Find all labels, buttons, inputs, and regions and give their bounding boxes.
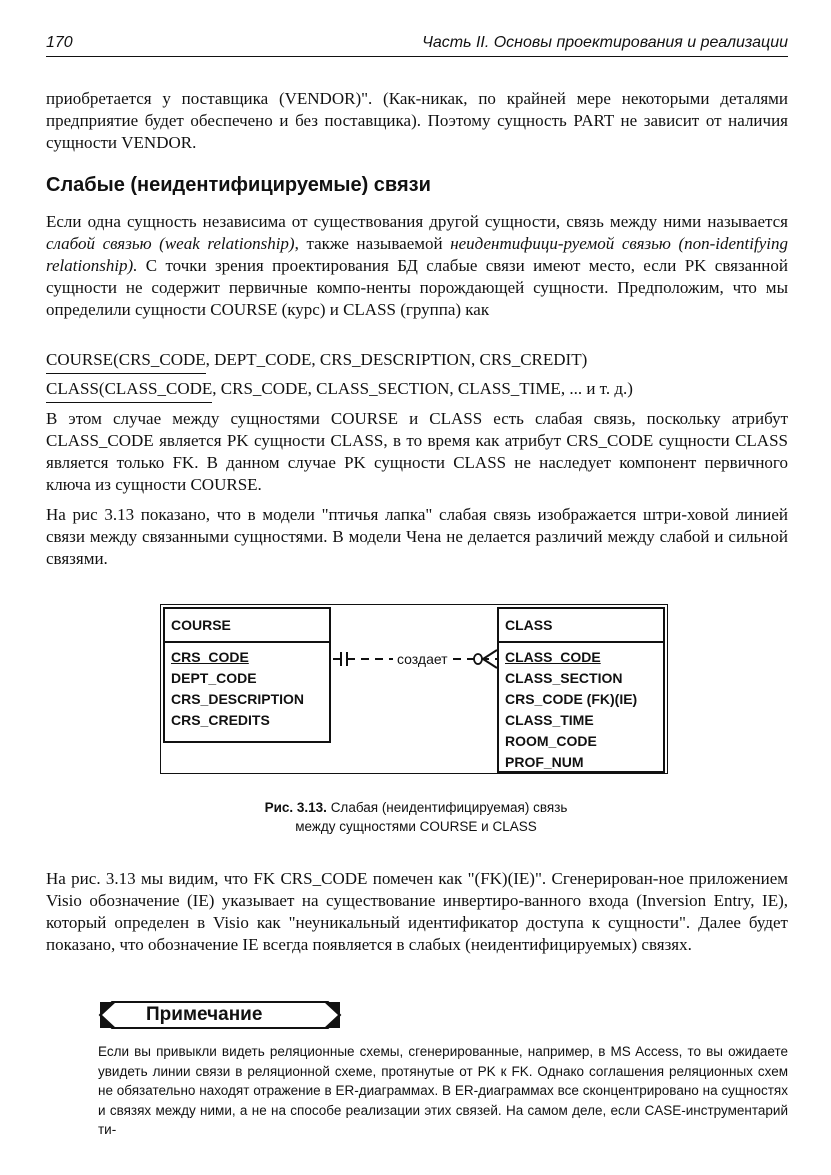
entity-pk-attribute: CLASS_CODE — [505, 649, 601, 665]
entity-attribute: CLASS_TIME — [505, 712, 594, 728]
schema-key-underline — [46, 402, 212, 404]
term-weak-relationship: слабой связью (weak relationship) — [46, 234, 295, 253]
schema-class: CLASS(CLASS_CODE , CRS_CODE, CLASS_SECTION, CLASS_TIME, ... и т. д.) — [46, 378, 633, 400]
paragraph-visio-ie: На рис. 3.13 мы видим, что FK CRS_CODE помечен как "(FK)(IE)". Сгенерирован-ное приложением Visio обозначение (IE) указывает на существование инвертиро-ванного входа (Inversion Entry, IE), который определен в Visio как "неуникальный идентификатор доступа к сущности". Далее будет показано, что обозначение IE всегда появляется в слабых (неидентифицируемых) связях. — [46, 869, 788, 954]
er-diagram-figure — [160, 604, 668, 774]
figure-caption: Рис. 3.13. Слабая (неидентифицируемая) связь между сущностями COURSE и CLASS — [264, 800, 568, 834]
entity-attribute: DEPT_CODE — [171, 670, 257, 686]
page-number: 170 — [46, 34, 73, 51]
entity-attribute: PROF_NUM — [505, 754, 584, 770]
entity-attribute: ROOM_CODE — [505, 733, 597, 749]
note-text: Если вы привыкли видеть реляционные схемы, сгенерированные, например, в MS Access, то вы ожидаете увидеть линии связи в реляционной схеме, протянутые от PK к FK. Однако соглашения реляционных схем не обязательно находят отражение в ER-диаграммах. В ER-диаграммах все сконцентрировано на сущностях и связях между ними, а не на способе реализации этих связей. На самом деле, если CASE-инструментарий ти- — [98, 1044, 788, 1137]
schema-key-underline — [46, 373, 206, 375]
paragraph-vendor: приобретается у поставщика (VENDOR)". (Как-никак, по крайней мере некоторыми деталями предприятие будет обеспечено и без поставщика). Поэтому сущность PART не зависит от наличия сущности VENDOR. — [46, 89, 788, 152]
relationship-line — [161, 605, 669, 775]
paragraph-weak-relationship: Если одна сущность независима от существования другой сущности, связь между ними называется слабой связью (weak relationship), также называемой неидентифици-руемой связью (non-identifying relationship). С точки зрения проектирования БД слабые связи имеют место, если PK связанной сущности не содержит первичные компо-ненты порождающей сущности. Предположим, что мы определили сущности COURSE (курс) и CLASS (группа) как — [46, 212, 788, 319]
paragraph-course-class: В этом случае между сущностями COURSE и CLASS есть слабая связь, поскольку атрибут CLASS_CODE является PK сущности CLASS, в то время как атрибут CRS_CODE сущности CLASS является только FK. В данном случае PK сущности CLASS не наследует компонент первичного ключа из сущности COURSE. — [46, 409, 788, 494]
entity-pk-attribute: CRS_CODE — [171, 649, 249, 665]
relationship-label: создает — [397, 651, 448, 667]
paragraph-crowfoot: На рис 3.13 показано, что в модели "птичья лапка" слабая связь изображается штри-ховой линией связи между связанными сущностями. В модели Чена не делается различий между слабой и сильной связями. — [46, 505, 788, 568]
entity-attribute: CRS_CREDITS — [171, 712, 270, 728]
entity-name: COURSE — [165, 609, 329, 643]
schema-course: COURSE(CRS_CODE , DEPT_CODE, CRS_DESCRIPTION, CRS_CREDIT) — [46, 349, 587, 371]
entity-attribute: CLASS_SECTION — [505, 670, 623, 686]
term-non-identifying: неидентифици-руемой связью (non-identifying relationship). — [46, 234, 788, 275]
running-header — [46, 26, 788, 57]
figure-number: Рис. 3.13. — [264, 800, 327, 815]
part-title: Часть II. Основы проектирования и реализации — [422, 34, 788, 51]
entity-name: CLASS — [499, 609, 663, 643]
entity-attribute: CRS_CODE (FK)(IE) — [505, 691, 638, 707]
note-label-banner — [98, 1000, 342, 1030]
entity-attribute: CRS_DESCRIPTION — [171, 691, 305, 707]
note-label: Примечание — [146, 1004, 263, 1025]
section-heading: Слабые (неидентифицируемые) связи — [46, 174, 431, 196]
